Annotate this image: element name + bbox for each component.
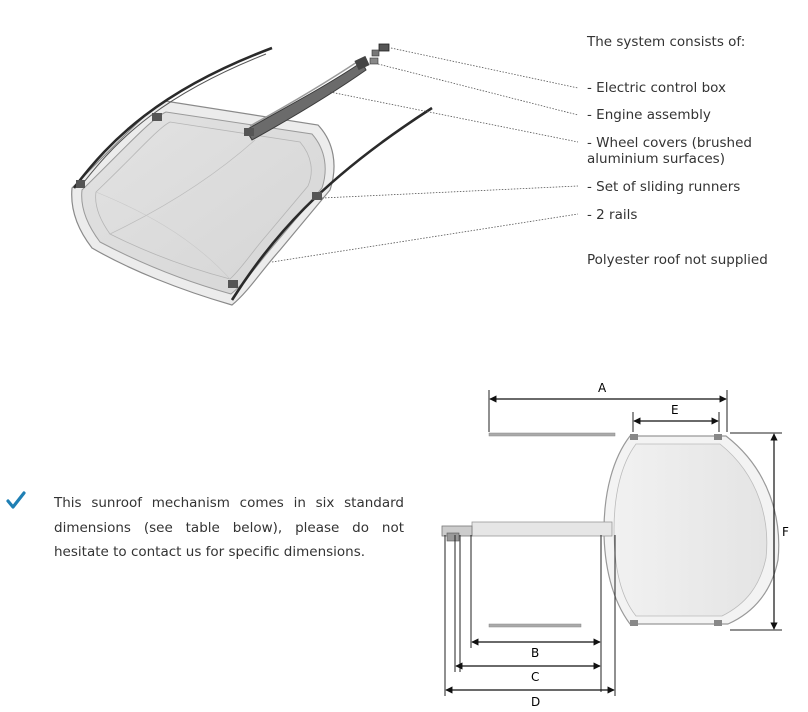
- component-line: aluminium surfaces): [587, 151, 725, 167]
- component-wheel-covers: [587, 135, 752, 167]
- component-line: - Wheel covers (brushed: [587, 135, 752, 151]
- dim-label-a: A: [598, 381, 607, 395]
- dim-label-b: B: [531, 646, 540, 660]
- component-electric-control-box: [587, 80, 726, 96]
- component-sliding-runners: [587, 179, 740, 195]
- components-title: The system consists of:: [587, 34, 746, 50]
- checkmark-icon: [6, 490, 26, 510]
- component-line: - Electric control box: [587, 80, 726, 96]
- description-text: This sunroof mechanism comes in six standard dimensions (see table below), please do not hesitate to contact us for specific dimensions.: [54, 495, 404, 560]
- dim-label-c: C: [531, 670, 540, 684]
- roof-not-supplied-note: Polyester roof not supplied: [587, 252, 768, 268]
- component-line: - Set of sliding runners: [587, 179, 741, 195]
- component-engine-assembly: [587, 107, 711, 123]
- dim-label-e: E: [671, 403, 679, 417]
- component-line: - Engine assembly: [587, 107, 711, 123]
- dim-label-d: D: [531, 695, 541, 709]
- component-rails: [587, 207, 637, 223]
- component-line: - 2 rails: [587, 207, 638, 223]
- dim-label-f: F: [782, 525, 789, 539]
